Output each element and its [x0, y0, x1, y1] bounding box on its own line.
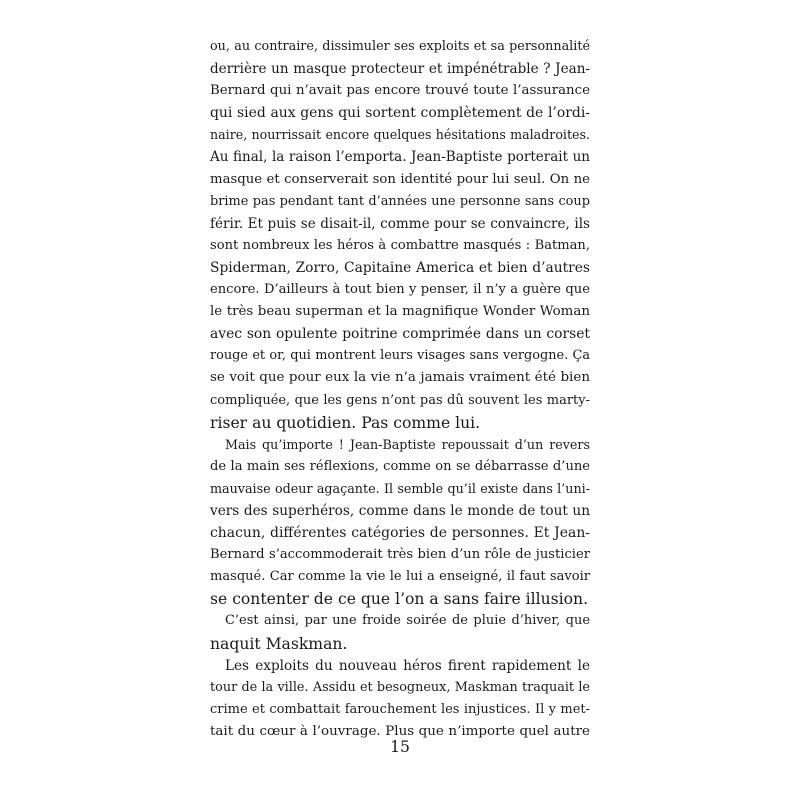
text-line: rouge et or, qui montrent leurs visages sans vergogne. Ça [210, 348, 590, 364]
text-line: Mais qu’importe ! Jean-Baptiste repoussait d’un revers [225, 436, 590, 452]
text-line: compliquée, que les gens n’ont pas dû souvent les marty- [210, 392, 590, 408]
text-line: le très beau superman et la magnifique Wonder Woman [210, 304, 590, 320]
text-line: crime et combattait farouchement les injustices. Il y met- [210, 701, 590, 717]
text-line: se voit que pour eux la vie n’a jamais vraiment été bien [210, 370, 590, 386]
text-line: naire, nourrissait encore quelques hésitations maladroites. [210, 127, 590, 143]
text-line: vers des superhéros, comme dans le monde de tout un [210, 502, 590, 519]
text-line: encore. D’ailleurs à tout bien y penser, il n’y a guère que [210, 282, 590, 298]
text-line: Bernard s’accommoderait très bien d’un rôle de justicier [210, 547, 590, 563]
text-line: de la main ses réflexions, comme on se débarrasse d’une [210, 458, 590, 474]
text-line: brime pas pendant tant d’années une personne sans coup [210, 193, 590, 209]
text-line: se contenter de ce que l’on a sans faire illusion. [210, 590, 589, 609]
page-number: 15 [390, 738, 410, 756]
text-line: masqué. Car comme la vie le lui a enseigné, il faut savoir [210, 569, 590, 585]
text-line: ou, au contraire, dissimuler ses exploits et sa personnalité [210, 39, 590, 54]
text-line: chacun, différentes catégories de personnes. Et Jean- [210, 525, 590, 542]
text-line: derrière un masque protecteur et impénétrable ? Jean- [210, 61, 590, 78]
text-line: tait du cœur à l’ouvrage. Plus que n’importe quel autre [210, 723, 590, 739]
body-text [210, 36, 590, 743]
text-line: avec son opulente poitrine comprimée dans un corset [210, 326, 590, 343]
text-line: masque et conserverait son identité pour lui seul. On ne [210, 171, 590, 187]
text-line: Au final, la raison l’emporta. Jean-Baptiste porterait un [210, 149, 590, 166]
text-line: Bernard qui n’avait pas encore trouvé toute l’assurance [210, 83, 590, 99]
text-line: mauvaise odeur agaçante. Il semble qu’il existe dans l’uni- [210, 480, 590, 496]
text-line: qui sied aux gens qui sortent complètement de l’ordi- [210, 105, 590, 122]
text-line: Spiderman, Zorro, Capitaine America et bien d’autres [210, 259, 590, 276]
text-line: sont nombreux les héros à combattre masqués : Batman, [210, 237, 590, 253]
text-line: C’est ainsi, par une froide soirée de pluie d’hiver, que [225, 613, 590, 629]
text-line: férir. Et puis se disait-il, comme pour se convaincre, ils [210, 215, 590, 232]
text-line: naquit Maskman. [210, 634, 348, 653]
text-line: Les exploits du nouveau héros firent rapidement le [225, 657, 590, 674]
text-line: riser au quotidien. Pas comme lui. [210, 413, 481, 432]
text-line: tour de la ville. Assidu et besogneux, Maskman traquait le [210, 679, 590, 695]
